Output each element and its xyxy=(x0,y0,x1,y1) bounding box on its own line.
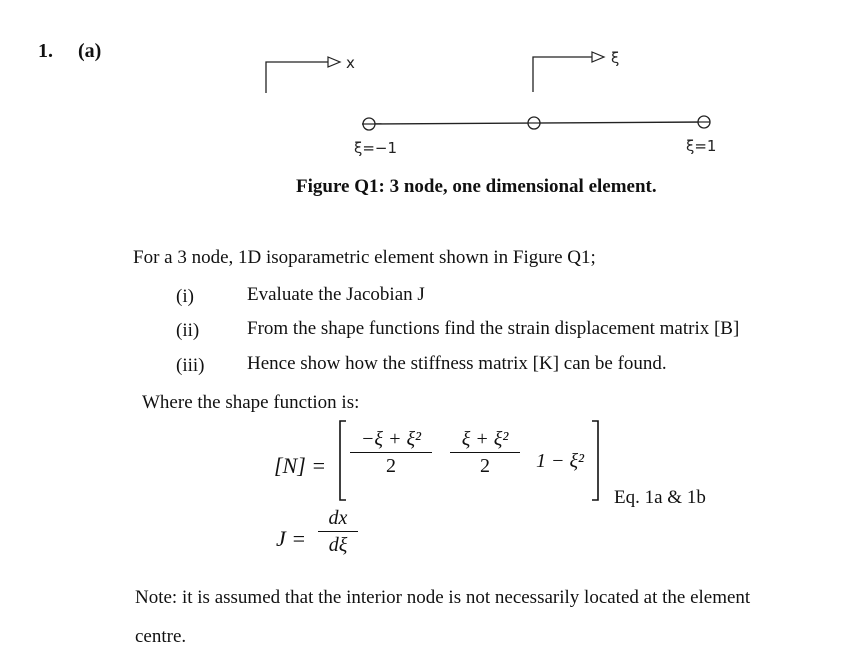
fraction-bar xyxy=(318,531,358,532)
shape-function-n2 xyxy=(450,427,520,478)
item-number: (ii) xyxy=(176,320,200,341)
x-arrow-head xyxy=(328,57,340,67)
shape-function-n1 xyxy=(350,427,432,478)
xi-axis-arrow xyxy=(533,57,592,92)
where-text: Where the shape function is: xyxy=(142,392,360,413)
item-number: (iii) xyxy=(176,355,205,376)
n1-denominator: 2 xyxy=(386,455,396,477)
n1-numerator: −ξ + ξ² xyxy=(360,428,422,450)
jacobian-fraction xyxy=(318,506,358,557)
shape-function-n3: 1 − ξ² xyxy=(536,450,585,472)
equation-label: Eq. 1a & 1b xyxy=(614,487,706,508)
question-number: 1. xyxy=(38,40,53,62)
equation-lhs: [N] = xyxy=(274,453,327,478)
item-text: Evaluate the Jacobian J xyxy=(247,284,425,305)
fraction-bar xyxy=(450,452,520,453)
question-part: (a) xyxy=(78,40,102,62)
figure-caption: Figure Q1: 3 node, one dimensional element. xyxy=(296,176,657,197)
jacobian-lhs: J = xyxy=(276,526,307,551)
x-axis-arrow xyxy=(266,62,328,93)
right-node-label: ξ=1 xyxy=(686,137,717,155)
n2-numerator: ξ + ξ² xyxy=(461,428,509,450)
jacobian-numerator: dx xyxy=(328,507,348,529)
note-text: Note: it is assumed that the interior node is not necessarily located at the element xyxy=(135,587,751,608)
jacobian-denominator: dξ xyxy=(328,534,348,556)
xi-axis-label: ξ xyxy=(611,49,620,67)
item-number: (i) xyxy=(176,286,194,307)
item-text: From the shape functions find the strain displacement matrix [B] xyxy=(247,318,740,339)
item-text: Hence show how the stiffness matrix [K] can be found. xyxy=(247,353,667,374)
fraction-bar xyxy=(350,452,432,453)
n2-denominator: 2 xyxy=(480,455,490,477)
element-figure xyxy=(0,0,844,200)
xi-arrow-head xyxy=(592,52,604,62)
left-node-label: ξ=−1 xyxy=(354,139,398,157)
note-text-continued: centre. xyxy=(135,626,187,647)
x-axis-label: x xyxy=(346,54,355,72)
intro-text: For a 3 node, 1D isoparametric element shown in Figure Q1; xyxy=(133,247,596,268)
